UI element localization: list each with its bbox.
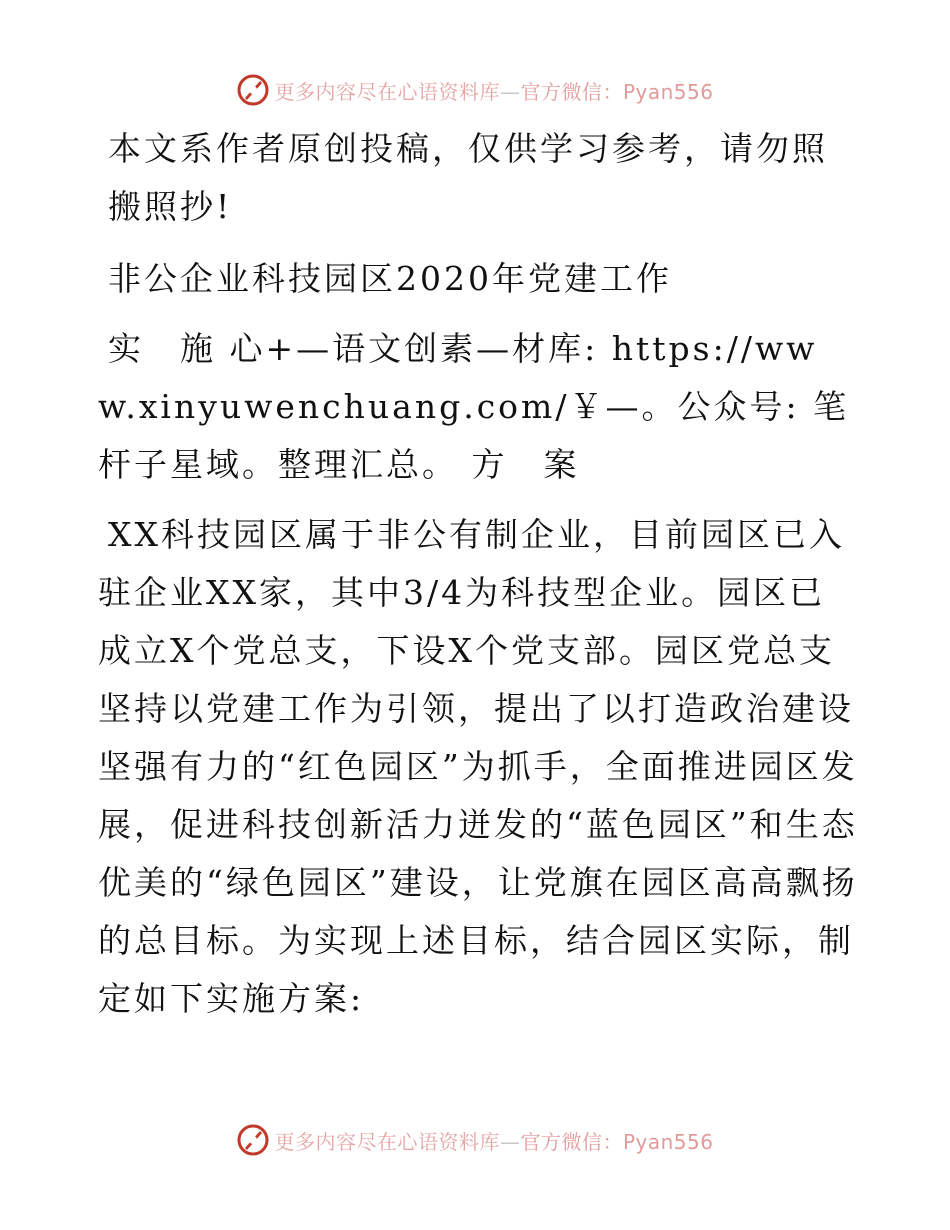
paragraph-intro (98, 506, 858, 1028)
quill-logo-icon (236, 1123, 270, 1157)
paragraph-disclaimer: 本文系作者原创投稿，仅供学习参考，请勿照搬照抄! (108, 129, 828, 226)
watermark-brand: 更多内容尽在心语资料库 (274, 79, 500, 104)
intro-text: XX科技园区属于非公有制企业，目前园区已入驻企业XX家，其中3/4为科技型企业。园区已成立X个党总支，下设X个党支部。园区党总支坚持以党建工作为引领，提出了以打造政治建设坚强有力的“红色园区”为抓手，全面推进园区发展，促进科技创新活力迸发的“蓝色园区”和生态优美的“绿色园区”建设，让党旗在园区高高飘扬的总目标。为实现上述目标，结合园区实际，制定如下实施方案: (98, 515, 858, 1018)
watermark-wechat: 官方微信：Pyan556 (520, 79, 714, 104)
watermark-wechat: 官方微信：Pyan556 (520, 1129, 714, 1154)
watermark-brand: 更多内容尽在心语资料库 (274, 1129, 500, 1154)
watermark-footer (0, 1120, 950, 1160)
document-title: 非公企业科技园区2020年党建工作 (108, 259, 672, 298)
watermark-separator: — (499, 1129, 521, 1154)
source-note-text: 实 施 心+—语文创素—材库: https://www.xinyuwenchuang.com/￥—。公众号: 笔杆子星域。整理汇总。 方 案 (98, 329, 850, 484)
watermark-header (0, 70, 950, 110)
document-body (98, 120, 858, 1028)
watermark-text (274, 76, 713, 105)
watermark-text (274, 1126, 713, 1155)
watermark-separator: — (499, 79, 521, 104)
quill-logo-icon (236, 73, 270, 107)
paragraph-source-note (98, 320, 858, 494)
